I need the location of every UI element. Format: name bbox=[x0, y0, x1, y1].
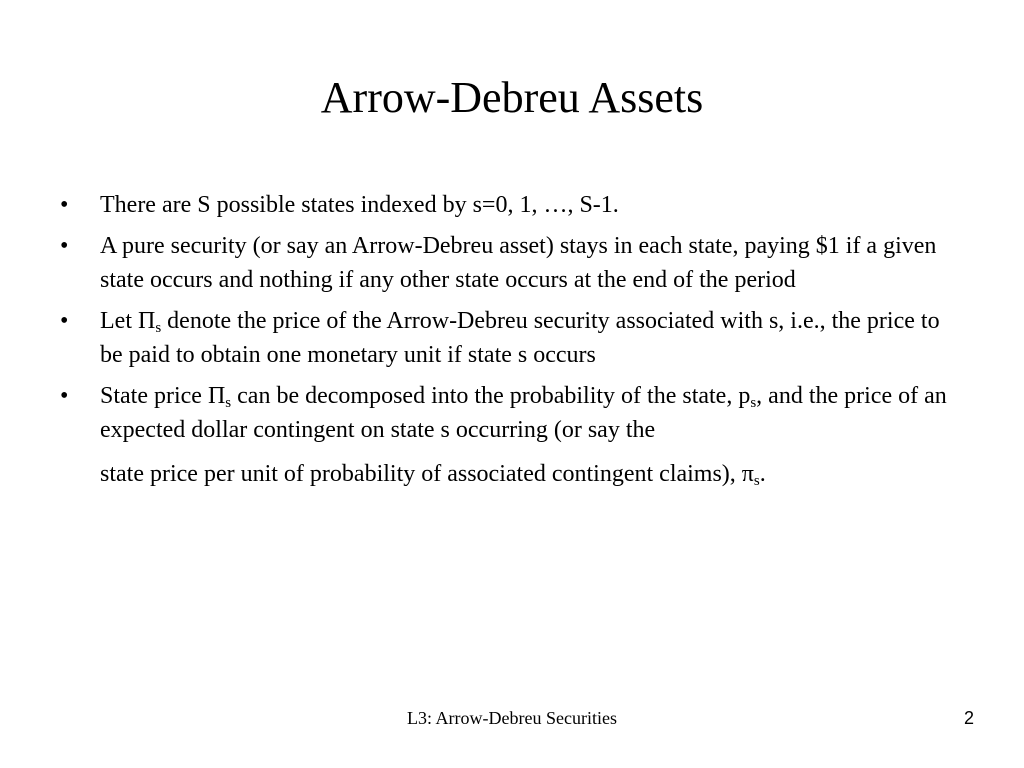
bullet-item-1 bbox=[56, 188, 968, 222]
state-price-subscript: s bbox=[155, 320, 162, 336]
bullet-marker: • bbox=[60, 383, 69, 409]
bullet-item-2 bbox=[56, 229, 968, 297]
state-price-symbol: Π bbox=[137, 308, 156, 334]
slide-footer: L3: Arrow-Debreu Securities bbox=[407, 708, 617, 728]
state-price-subscript: s bbox=[225, 395, 232, 411]
bullet-text-prefix: State price bbox=[100, 383, 208, 409]
bullet-text-middle: can be decomposed into the probability of the state, p bbox=[231, 383, 751, 409]
bullet-list bbox=[56, 188, 968, 498]
bullet-text: A pure security (or say an Arrow-Debreu asset) stays in each state, paying $1 if a given state occurs and nothing if any other state occurs at the end of the period bbox=[100, 233, 937, 293]
pi-subscript: s bbox=[753, 473, 760, 489]
bullet-marker: • bbox=[60, 192, 69, 218]
bullet-marker: • bbox=[60, 233, 69, 259]
bullet-last-line bbox=[100, 457, 766, 491]
bullet-text-last: state price per unit of probability of associated contingent claims), π bbox=[100, 461, 754, 487]
bullet-text: There are S possible states indexed by s=0, 1, …, S-1. bbox=[100, 192, 619, 218]
slide-title: Arrow-Debreu Assets bbox=[320, 73, 704, 122]
bullet-text-rest: denote the price of the Arrow-Debreu security associated with s, i.e., the price to be paid to obtain one monetary unit if state s occurs bbox=[100, 308, 940, 368]
bullet-text-prefix: Let bbox=[100, 308, 138, 334]
bullet-item-3 bbox=[56, 304, 968, 372]
page-number: 2 bbox=[963, 708, 974, 728]
bullet-marker: • bbox=[60, 308, 69, 334]
bullet-text-end: . bbox=[759, 461, 766, 487]
bullet-text-middle2: , and the price of an expected dollar contingent on state s occurring (or say the bbox=[100, 383, 947, 443]
bullet-item-4 bbox=[56, 379, 968, 491]
probability-subscript: s bbox=[750, 395, 757, 411]
state-price-symbol: Π bbox=[207, 383, 226, 409]
